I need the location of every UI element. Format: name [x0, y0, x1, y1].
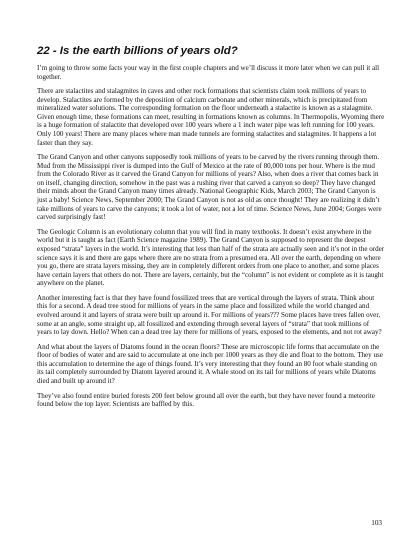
paragraph-diatoms: And what about the layers of Diatoms found in the ocean floors? These are microscopic life forms that accumulate on the floor of bodies of water and are said to accumulate at one inch per 1000 years as they die and float to the bottom. They use this accumulation to determine the age of things found. It’s very interesting that they found an 80 foot whale standing on its tail completely surrounded by Diatom layered around it. A whale stood on its tail for millions of years while Diatoms died and built up around it?: [37, 342, 383, 385]
document-page: [37, 44, 385, 415]
paragraph-geologic-column: The Geologic Column is an evolutionary column that you will find in many textbooks. It doesn’t exist anywhere in the world but it is taught as fact (Earth Science magazine 1989). The Grand Canyon is supposed to represent the deepest exposed “strata” layers in the world. It’s interesting that less than half of the strata are actually seen and it’s not in the order science says it is and there are gaps where there are no strata from a presumed era. All over the earth, depending on where you go, there are strata layers missing, they are in completely different orders from one place to another, and some places have certain layers that others do not. There are layers, certainly, but the “column” is not evident or complete as it is taught anywhere on the planet.: [37, 227, 385, 288]
page-number: 103: [371, 519, 382, 527]
chapter-title: 22 - Is the earth billions of years old?: [37, 45, 238, 57]
paragraph-buried-forests: They’ve also found entire buried forests 200 feet below ground all over the earth, but they have never found a meteorite found below the top layer. Scientists are baffled by this.: [37, 391, 375, 409]
paragraph-stalactites: There are stalactites and stalagmites in caves and other rock formations that scientists claim took millions of years to develop. Stalactites are formed by the deposition of calcium carbonate and other minerals, which is precipitated from mineralized water solutions. The corresponding formation on the floor underneath a stalactite is known as a stalagmite. Given enough time, these formations can meet, resulting in formations known as columns. In Thermopolis, Wyoming there is a huge formation of stalactite that developed over 100 years where a 1 inch water pipe was left running for 100 years. Only 100 years! There are many places where man made tunnels are forming stalactites and stalagmites. It happens a lot faster than they say.: [37, 87, 385, 147]
paragraph-fossilized-trees: Another interesting fact is that they have found fossilized trees that are vertical through the layers of strata. Think about this for a second. A dead tree stood for millions of years in the same place and fossilized while the world changed and evolved around it and layers of strata were built up around it. For millions of years??? Some places have trees fallen over, some at an angle, some straight up, all fossilized and extending through several layers of “strata” that took millions of years to lay down. Hello? When can a dead tree lay there for millions of years, exposed to the elements, and not rot away?: [37, 293, 382, 337]
paragraph-intro: I’m going to throw some facts your way in the first couple chapters and we’ll discuss it more later when we can pull it all together.: [37, 64, 380, 81]
paragraph-grand-canyon: The Grand Canyon and other canyons supposedly took millions of years to be carved by the rivers running through them. Mud from the Mississippi river is dumped into the Gulf of Mexico at the rate of 80,000 tons per hour. Where is the mud from the Colorado River as it carved the Grand Canyon for millions of years? Also, when does a river that comes back in on itself, changing direction, somehow in the past was a rushing river that carved a canyon so deep? They have changed their minds about the Grand Canyon many times already. National Geographic Kids, March 2003; The Grand Canyon is just a baby! Science News, September 2000; The Grand Canyon is not as old as once thought! They are realizing it didn’t take millions of years to carve the canyons; it took a lot of water, not a lot of time. Science News, June 2004; Gorges were carved surprisingly fast!: [37, 153, 382, 222]
